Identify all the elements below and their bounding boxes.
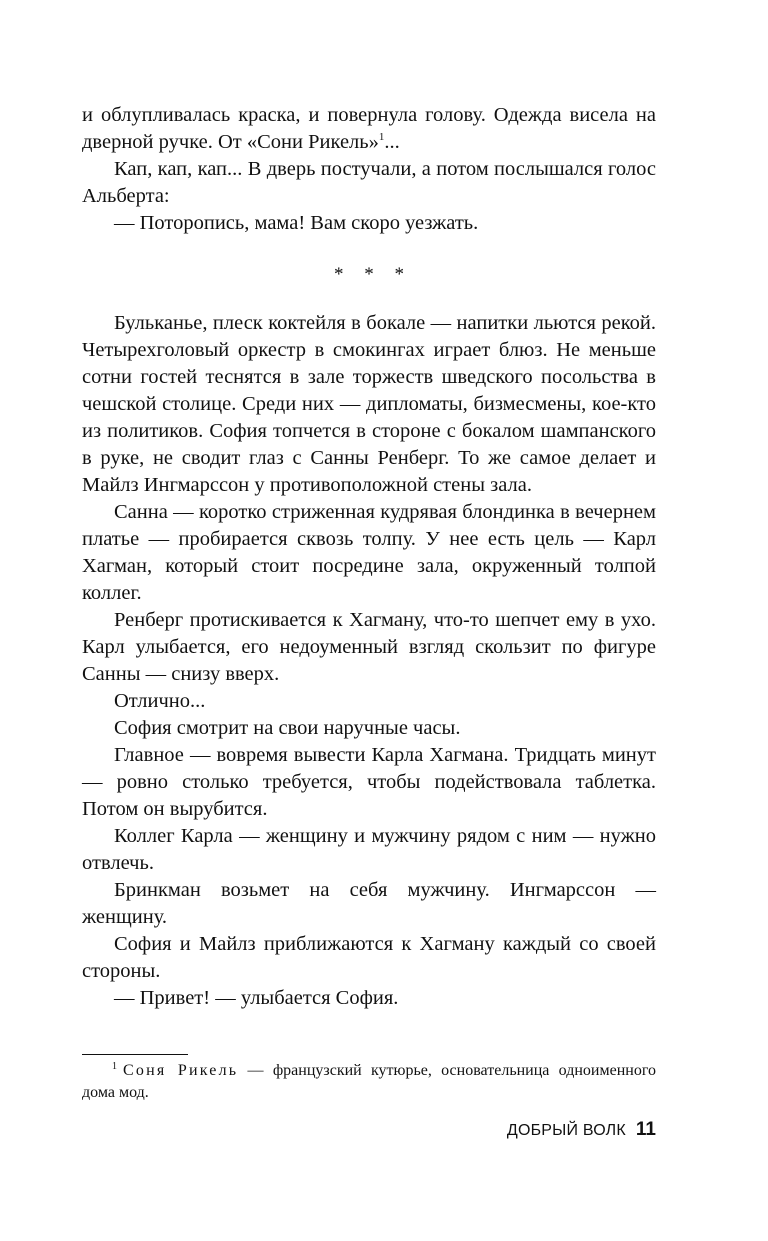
page-body <box>82 102 656 1012</box>
paragraph: Ренберг протискивается к Хагману, что-то шепчет ему в ухо. Карл улыбается, его недоуменный взгляд скользит по фигуре Санны — снизу вверх. <box>82 609 656 685</box>
paragraph: Бульканье, плеск коктейля в бокале — напитки льются рекой. Четырехголовый оркестр в смокингах играет блюз. Не меньше сотни гостей теснятся в зале торжеств шведского посольства в чешской столице. Среди них — дипломаты, бизмесмены, кое-кто из политиков. София топчется в стороне с бокалом шампанского в руке, не сводит глаз с Санны Ренберг. То же самое делает и Майлз Ингмарссон у противоположной стены зала. <box>82 312 656 496</box>
book-title: ДОБРЫЙ ВОЛК <box>506 1122 626 1139</box>
running-footer <box>507 1119 656 1142</box>
footnote-term: Соня Рикель <box>123 1062 239 1079</box>
section-separator: * * * <box>334 264 412 285</box>
paragraph: София и Майлз приближаются к Хагману каждый со своей стороны. <box>82 933 656 982</box>
paragraph: Бринкман возьмет на себя мужчину. Ингмарссон — женщину. <box>82 879 656 928</box>
footnote-divider <box>82 1054 188 1055</box>
paragraph: София смотрит на свои наручные часы. <box>114 717 461 739</box>
paragraph: Главное — вовремя вывести Карла Хагмана. Тридцать минут — ровно столько требуется, чтобы подействовала таблетка. Потом он вырубится. <box>82 744 656 820</box>
dialogue-line: — Поторопись, мама! Вам скоро уезжать. <box>114 212 479 234</box>
paragraph: Санна — коротко стриженная кудрявая блондинка в вечернем платье — пробирается сквозь толпу. У нее есть цель — Карл Хагман, который стоит посредине зала, окруженный толпой коллег. <box>82 501 656 604</box>
paragraph-text: и облупливалась краска, и повернула голову. Одежда висела на дверной ручке. От «Сони Рикель» <box>82 104 656 153</box>
paragraph: Отлично... <box>114 690 206 712</box>
ellipsis: ... <box>384 131 400 153</box>
paragraph-continuation <box>82 102 656 156</box>
page-number: 11 <box>635 1119 656 1140</box>
footnote <box>82 1060 656 1104</box>
paragraph: Коллег Карла — женщину и мужчину рядом с ним — нужно отвлечь. <box>82 825 656 874</box>
footnote-text: — французский кутюрье, основательница одноименного дома мод. <box>82 1062 656 1101</box>
dialogue-line: — Привет! — улыбается София. <box>114 987 399 1009</box>
footnote-reference[interactable]: 1 <box>378 131 385 144</box>
footnote-number: 1 <box>112 1060 117 1072</box>
paragraph: Кап, кап, кап... В дверь постучали, а потом послышался голос Альберта: <box>82 158 656 207</box>
